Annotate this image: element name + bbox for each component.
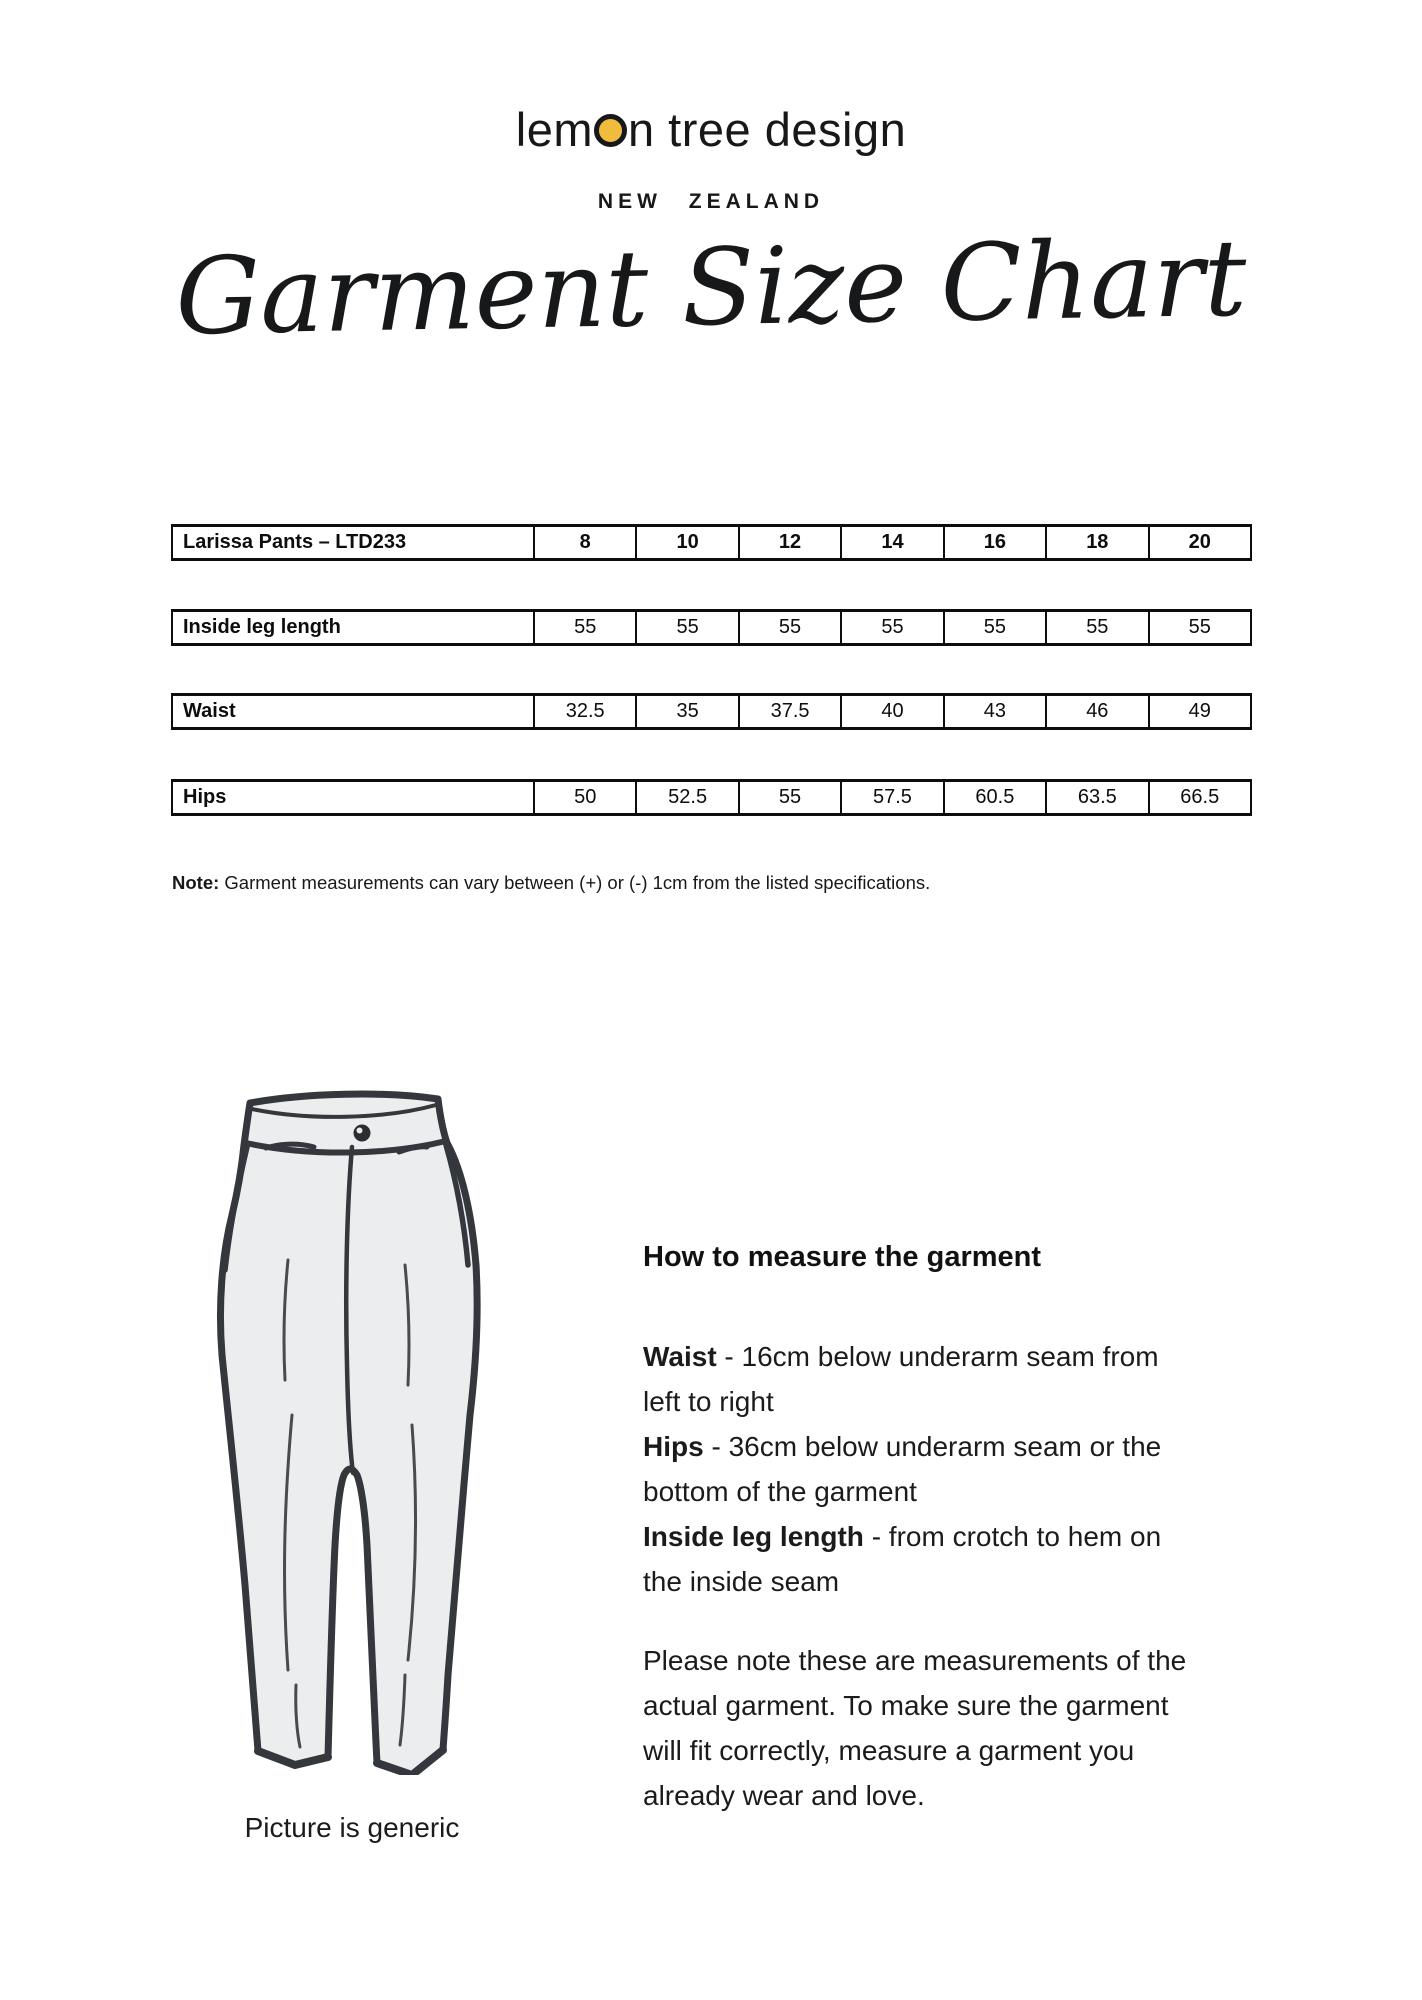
measure-guide bbox=[643, 1240, 1203, 1818]
guide-paragraph: Please note these are measurements of the actual garment. To make sure the garment will fit correctly, measure a garment you already wear and love. bbox=[643, 1645, 1187, 1811]
illustration-caption: Picture is generic bbox=[244, 1812, 460, 1843]
size-cell: 12 bbox=[739, 526, 841, 560]
size-cell: 14 bbox=[841, 526, 943, 560]
measure-cell: 50 bbox=[534, 781, 636, 815]
guide-item-waist bbox=[643, 1334, 1203, 1424]
table-row bbox=[172, 695, 1251, 729]
measure-cell: 55 bbox=[636, 611, 738, 645]
table-row bbox=[172, 611, 1251, 645]
logo-text-pre: lem bbox=[515, 103, 593, 156]
size-cell: 8 bbox=[534, 526, 636, 560]
size-table-hips bbox=[171, 779, 1252, 816]
measure-cell: 55 bbox=[739, 781, 841, 815]
guide-item-inside-leg bbox=[643, 1514, 1203, 1604]
guide-term: Waist bbox=[643, 1341, 717, 1372]
measure-cell: 43 bbox=[944, 695, 1046, 729]
measure-cell: 55 bbox=[1046, 611, 1148, 645]
measure-cell: 55 bbox=[1149, 611, 1251, 645]
note-label: Note: bbox=[172, 872, 220, 893]
logo-text-post: n tree design bbox=[627, 103, 907, 156]
product-label: Larissa Pants – LTD233 bbox=[172, 526, 534, 560]
measure-cell: 40 bbox=[841, 695, 943, 729]
size-table-inside-leg bbox=[171, 609, 1252, 646]
size-cell: 10 bbox=[636, 526, 738, 560]
measure-label: Hips bbox=[172, 781, 534, 815]
pants-illustration bbox=[200, 1085, 490, 1775]
guide-item-hips bbox=[643, 1424, 1203, 1514]
note-line bbox=[172, 872, 930, 894]
measure-label: Inside leg length bbox=[172, 611, 534, 645]
guide-heading: How to measure the garment bbox=[643, 1241, 1042, 1273]
brand-logo bbox=[0, 102, 1422, 157]
measure-label: Waist bbox=[172, 695, 534, 729]
page-title: Garment Size Chart bbox=[174, 216, 1248, 359]
measure-cell: 63.5 bbox=[1046, 781, 1148, 815]
size-cell: 16 bbox=[944, 526, 1046, 560]
size-cell: 20 bbox=[1149, 526, 1251, 560]
size-table-product bbox=[171, 524, 1252, 561]
measure-cell: 60.5 bbox=[944, 781, 1046, 815]
measure-cell: 46 bbox=[1046, 695, 1148, 729]
pants-button-highlight bbox=[357, 1128, 363, 1134]
guide-term: Inside leg length bbox=[643, 1521, 864, 1552]
measure-cell: 66.5 bbox=[1149, 781, 1251, 815]
guide-desc: - from crotch to hem on the inside seam bbox=[643, 1521, 1162, 1597]
guide-term: Hips bbox=[643, 1431, 704, 1462]
measure-cell: 55 bbox=[739, 611, 841, 645]
guide-desc: - 16cm below underarm seam from left to right bbox=[643, 1341, 1159, 1417]
measure-cell: 55 bbox=[534, 611, 636, 645]
size-table-waist bbox=[171, 693, 1252, 730]
note-text: Garment measurements can vary between (+) or (-) 1cm from the listed specifications. bbox=[219, 872, 931, 893]
lemon-dot-icon bbox=[594, 114, 627, 147]
measure-cell: 55 bbox=[944, 611, 1046, 645]
measure-cell: 55 bbox=[841, 611, 943, 645]
size-cell: 18 bbox=[1046, 526, 1148, 560]
table-row bbox=[172, 781, 1251, 815]
table-row bbox=[172, 526, 1251, 560]
pants-drawing bbox=[200, 1085, 490, 1775]
measure-cell: 49 bbox=[1149, 695, 1251, 729]
pants-button bbox=[354, 1125, 371, 1142]
measure-cell: 37.5 bbox=[739, 695, 841, 729]
measure-cell: 57.5 bbox=[841, 781, 943, 815]
measure-cell: 35 bbox=[636, 695, 738, 729]
measure-cell: 52.5 bbox=[636, 781, 738, 815]
measure-cell: 32.5 bbox=[534, 695, 636, 729]
brand-country: NEW ZEALAND bbox=[597, 190, 825, 213]
guide-desc: - 36cm below underarm seam or the bottom of the garment bbox=[643, 1431, 1162, 1507]
